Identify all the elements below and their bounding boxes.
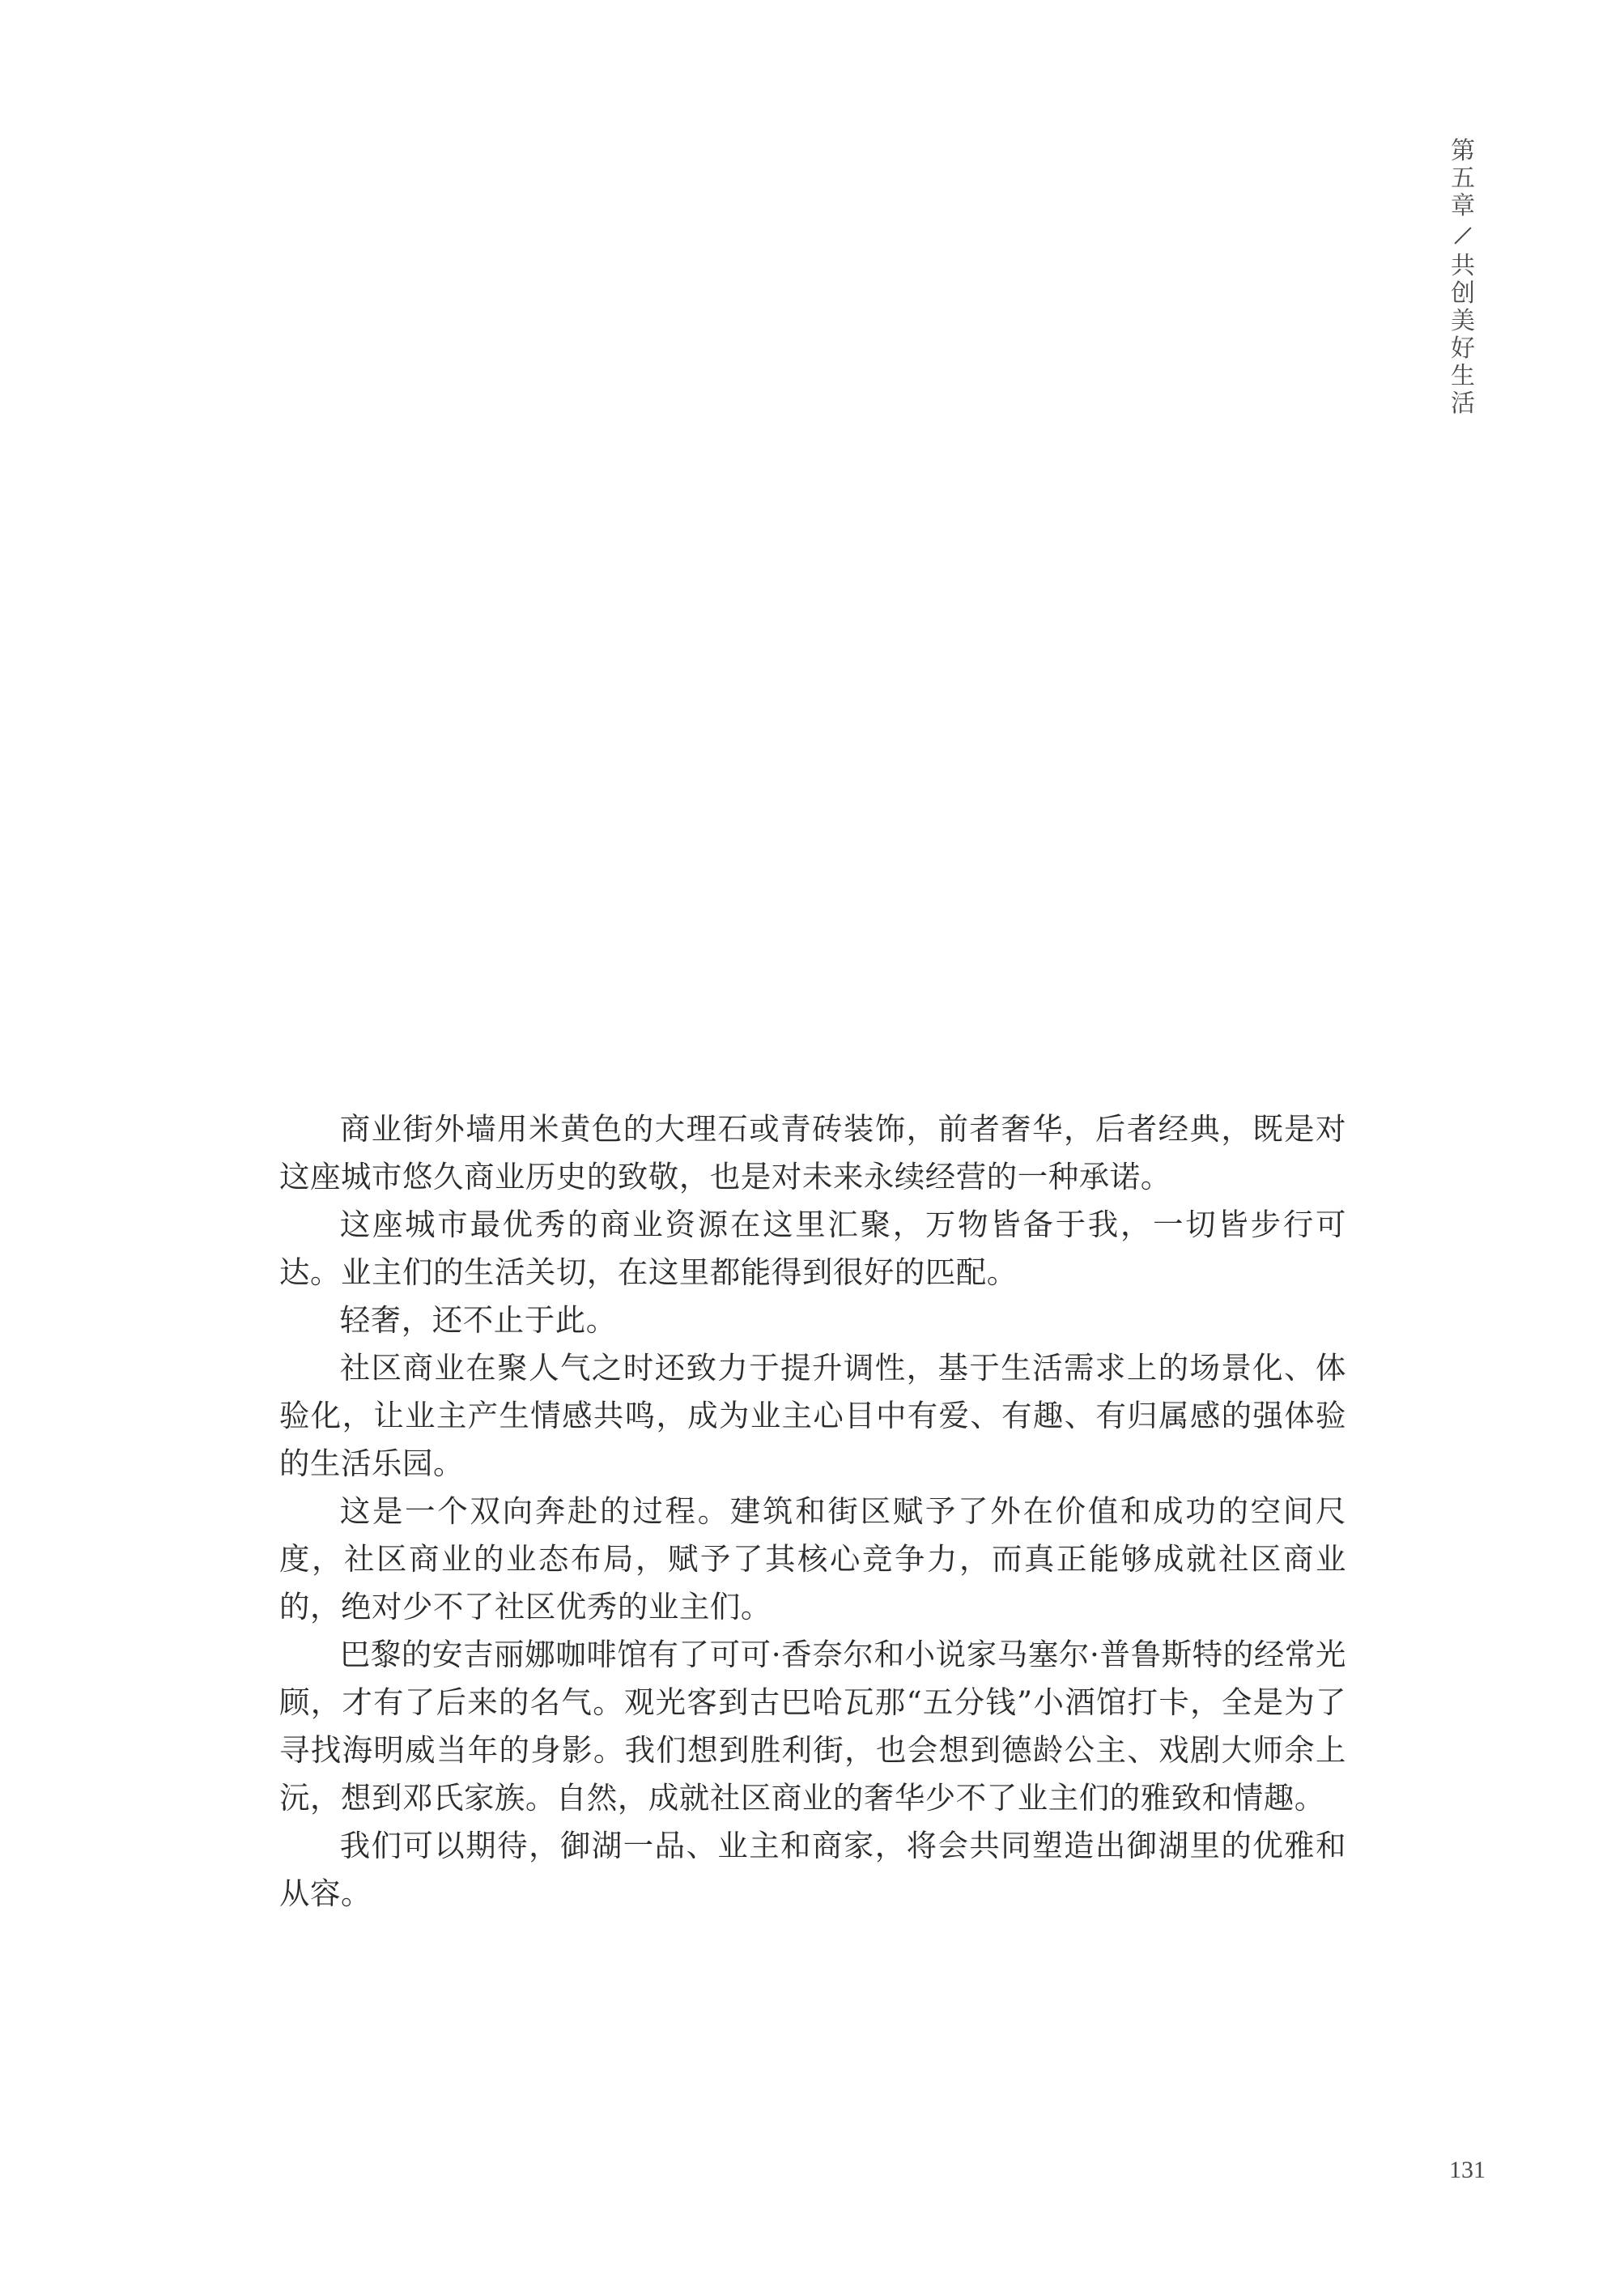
header-separator-icon (1449, 220, 1477, 253)
chapter-title (1449, 253, 1477, 418)
header-char: 生 (1451, 362, 1475, 390)
body-text (279, 1105, 1346, 1918)
running-header (1445, 138, 1481, 418)
paragraph: 这座城市最优秀的商业资源在这里汇聚，万物皆备于我，一切皆步行可达。业主们的生活关切，在这里都能得到很好的匹配。 (279, 1207, 1346, 1290)
header-char: 创 (1451, 279, 1475, 308)
paragraph: 巴黎的安吉丽娜咖啡馆有了可可·香奈尔和小说家马塞尔·普鲁斯特的经常光顾，才有了后来的名气。观光客到古巴哈瓦那“五分钱”小酒馆打卡，全是为了寻找海明威当年的身影。我们想到胜利街，也会想到德龄公主、戏剧大师余上沅，想到邓氏家族。自然，成就社区商业的奢华少不了业主们的雅致和情趣。 (279, 1637, 1346, 1816)
chapter-number (1449, 138, 1477, 220)
header-char: 活 (1451, 390, 1475, 418)
paragraph: 轻奢，还不止于此。 (339, 1302, 617, 1338)
page-number: 131 (1449, 2157, 1486, 2183)
paragraph: 我们可以期待，御湖一品、业主和商家，将会共同塑造出御湖里的优雅和从容。 (279, 1828, 1346, 1911)
header-char: 美 (1451, 307, 1475, 335)
header-char: 章 (1451, 192, 1475, 220)
header-char: 好 (1451, 334, 1475, 363)
header-char: 共 (1451, 252, 1475, 280)
paragraph: 这是一个双向奔赴的过程。建筑和街区赋予了外在价值和成功的空间尺度，社区商业的业态布局，赋予了其核心竞争力，而真正能够成就社区商业的，绝对少不了社区优秀的业主们。 (279, 1493, 1346, 1624)
header-char: 五 (1451, 164, 1475, 193)
paragraph: 社区商业在聚人气之时还致力于提升调性，基于生活需求上的场景化、体验化，让业主产生情感共鸣，成为业主心目中有爱、有趣、有归属感的强体验的生活乐园。 (279, 1350, 1346, 1481)
paragraph: 商业街外墙用米黄色的大理石或青砖装饰，前者奢华，后者经典，既是对这座城市悠久商业历史的致敬，也是对未来永续经营的一种承诺。 (279, 1111, 1346, 1194)
header-char: 第 (1451, 137, 1475, 165)
